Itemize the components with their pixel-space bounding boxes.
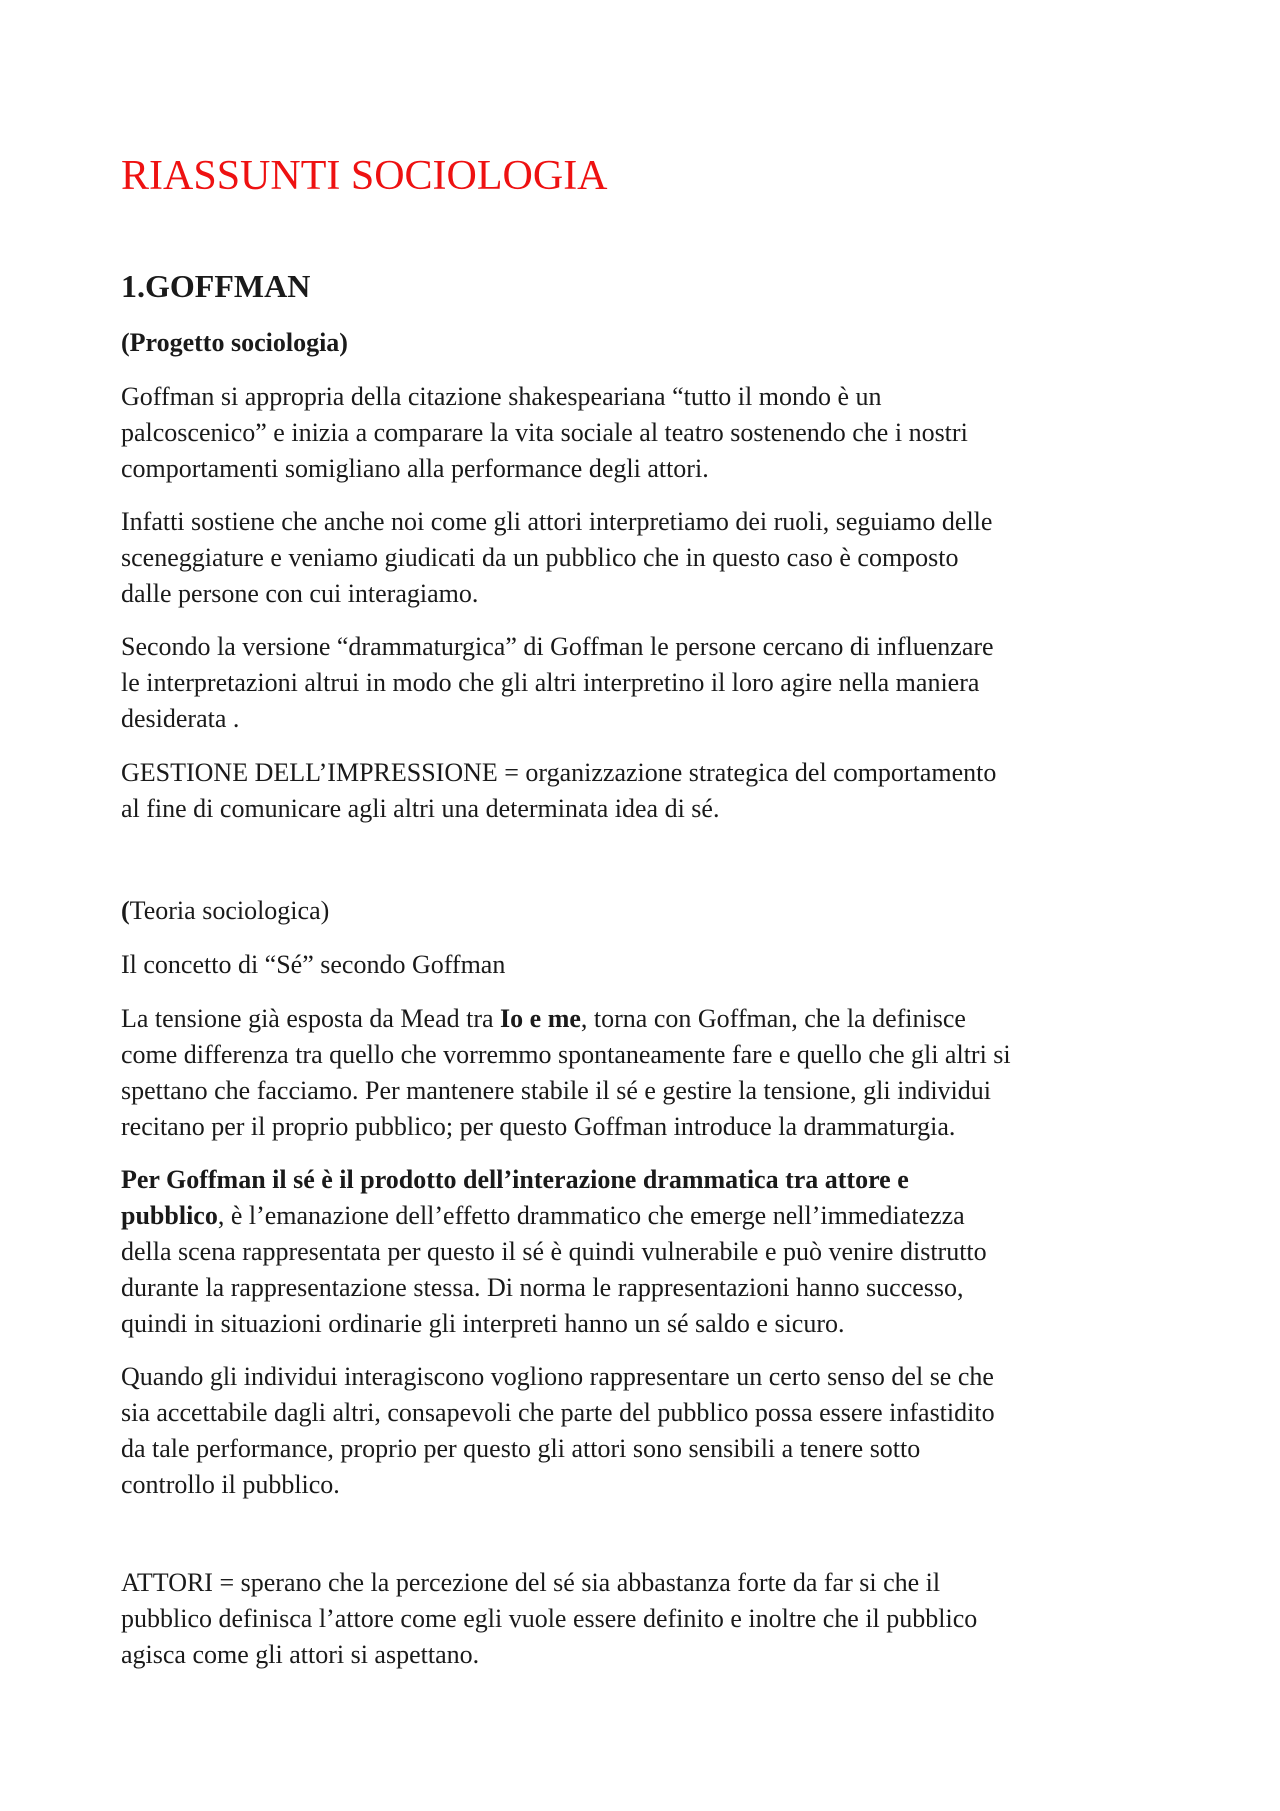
paragraph-attori xyxy=(121,1565,1171,1673)
bold-text: Io e me xyxy=(500,1004,581,1033)
paragraph-line: da tale performance, proprio per questo gli attori sono sensibili a tenere sotto xyxy=(121,1434,921,1463)
bold-text: pubblico xyxy=(121,1201,218,1230)
paragraph-line: desiderata . xyxy=(121,704,240,733)
paragraph-tensione xyxy=(121,1001,1171,1145)
paragraph-line: sia accettabile dagli altri, consapevoli che parte del pubblico possa essere infastidito xyxy=(121,1398,995,1427)
line-text: La tensione già esposta da Mead tra xyxy=(121,1004,501,1033)
paragraph-concetto xyxy=(121,947,1171,983)
paragraph-line: Il concetto di “Sé” secondo Goffman xyxy=(121,950,506,979)
paragraph-line: sceneggiature e veniamo giudicati da un pubblico che in questo caso è composto xyxy=(121,543,959,572)
paragraph-line: Secondo la versione “drammaturgica” di Goffman le persone cercano di influenzare xyxy=(121,632,994,661)
paragraph-line: Infatti sostiene che anche noi come gli attori interpretiamo dei ruoli, seguiamo delle xyxy=(121,507,993,536)
paragraph-3 xyxy=(121,629,1171,737)
paragraph-line: dalle persone con cui interagiamo. xyxy=(121,579,479,608)
paragraph-line: pubblico definisca l’attore come egli vuole essere definito e inoltre che il pubblico xyxy=(121,1604,978,1633)
paragraph-line: Quando gli individui interagiscono vogliono rappresentare un certo senso del se che xyxy=(121,1362,994,1391)
line-text: Teoria sociologica) xyxy=(129,896,330,925)
paragraph-prodotto xyxy=(121,1162,1171,1342)
paragraph-line: Goffman si appropria della citazione shakespeariana “tutto il mondo è un xyxy=(121,382,882,411)
line-text: , torna con Goffman, che la definisce xyxy=(580,1004,966,1033)
subheading-progetto: (Progetto sociologia) xyxy=(121,328,348,357)
paragraph-line xyxy=(121,893,1171,929)
document-title: RIASSUNTI SOCIOLOGIA xyxy=(121,153,608,199)
paragraph-line xyxy=(121,1162,1171,1198)
paragraph-line: agisca come gli attori si aspettano. xyxy=(121,1640,480,1669)
paragraph-line: come differenza tra quello che vorremmo spontaneamente fare e quello che gli altri si xyxy=(121,1040,1011,1069)
paragraph-1 xyxy=(121,379,1171,487)
line-text: , è l’emanazione dell’effetto drammatico che emerge nell’immediatezza xyxy=(217,1201,965,1230)
paragraph-line: le interpretazioni altrui in modo che gli altri interpretino il loro agire nella maniera xyxy=(121,668,980,697)
paragraph-line xyxy=(121,1198,1171,1234)
paragraph-line xyxy=(121,1001,1171,1037)
bold-paren: ( xyxy=(121,896,130,925)
paragraph-line: ATTORI = sperano che la percezione del sé sia abbastanza forte da far si che il xyxy=(121,1568,941,1597)
paragraph-line: spettano che facciamo. Per mantenere stabile il sé e gestire la tensione, gli individui xyxy=(121,1076,991,1105)
paragraph-interagiscono xyxy=(121,1359,1171,1503)
paragraph-line: al fine di comunicare agli altri una determinata idea di sé. xyxy=(121,794,720,823)
paragraph-teoria xyxy=(121,893,1171,929)
paragraph-line: controllo il pubblico. xyxy=(121,1470,340,1499)
paragraph-2 xyxy=(121,504,1171,612)
paragraph-line: GESTIONE DELL’IMPRESSIONE = organizzazione strategica del comportamento xyxy=(121,758,997,787)
bold-text: Per Goffman il sé è il prodotto dell’interazione drammatica tra attore e xyxy=(121,1165,909,1194)
paragraph-line: quindi in situazioni ordinarie gli interpreti hanno un sé saldo e sicuro. xyxy=(121,1309,845,1338)
paragraph-line: palcoscenico” e inizia a comparare la vita sociale al teatro sostenendo che i nostri xyxy=(121,418,968,447)
paragraph-4 xyxy=(121,755,1171,827)
paragraph-line: durante la rappresentazione stessa. Di norma le rappresentazioni hanno successo, xyxy=(121,1273,964,1302)
paragraph-line: comportamenti somigliano alla performance degli attori. xyxy=(121,454,709,483)
section-heading: 1.GOFFMAN xyxy=(121,268,311,304)
paragraph-line: della scena rappresentata per questo il sé è quindi vulnerabile e può venire distrutto xyxy=(121,1237,987,1266)
paragraph-line: recitano per il proprio pubblico; per questo Goffman introduce la drammaturgia. xyxy=(121,1112,956,1141)
